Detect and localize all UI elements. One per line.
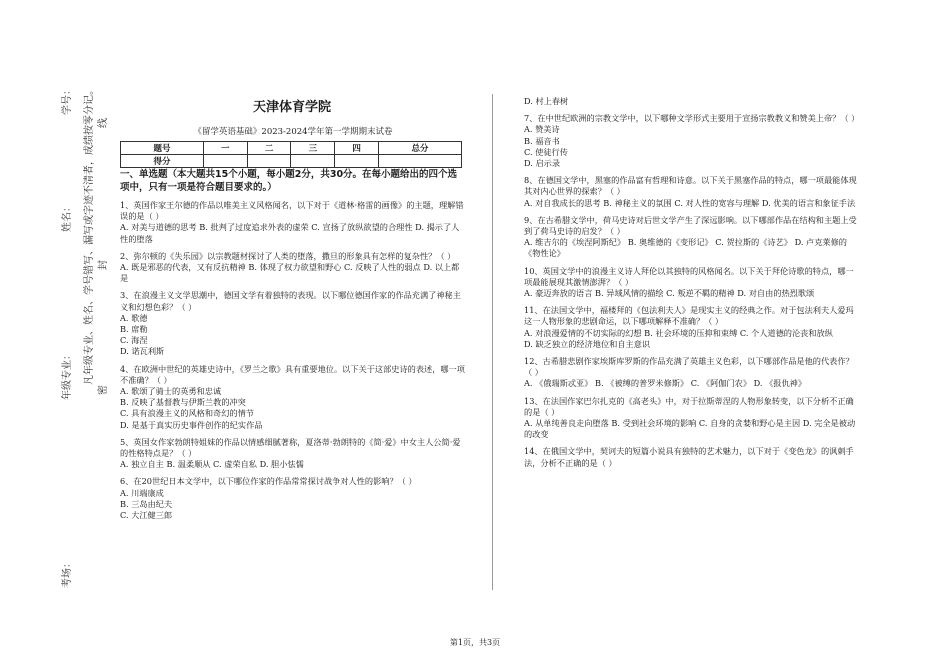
score-table-header-row: [121, 142, 462, 155]
question-option: A. 对自我成长的思考 B. 神秘主义的氛围 C. 对人性的宽容与理解 D. 优美的语言和象征手法: [524, 197, 856, 208]
question-block: [524, 215, 858, 260]
question-option: A. 歌颂了骑士的英勇和忠诚: [120, 386, 222, 397]
question-option: D. 是基于真实历史事件创作的纪实作品: [120, 419, 263, 430]
question-stem: 9、在古希腊文学中，荷马史诗对后世文学产生了深远影响。以下哪部作品在结构和主题上受到了荷马史诗的启发？（ ）: [524, 214, 857, 237]
question-block: [120, 290, 465, 357]
question-stem: 4、在欧洲中世纪的英雄史诗中，《罗兰之歌》具有重要地位。以下关于这部史诗的表述，哪一项不准确？（ ）: [120, 363, 465, 385]
question-option: B. 三岛由纪夫: [120, 498, 173, 509]
question-option: A. 独立自主 B. 温柔顺从 C. 虚荣自私 D. 胆小怯懦: [120, 459, 304, 470]
question-option: A. 对美与道德的思考 B. 批判了过度追求外表的虚荣 C. 宣扬了放纵欲望的合理性 D. 揭示了人性的堕落: [120, 222, 460, 244]
school-no-label: 学号：: [62, 85, 73, 115]
question-block: [120, 437, 465, 471]
question-stem: 8、在德国文学中，黑塞的作品富有哲理和诗意。以下关于黑塞作品的特点，哪一项最能体现其对内心世界的探索？（ ）: [524, 175, 857, 197]
question-stem: 5、英国女作家勃朗特姐妹的作品以情感细腻著称，夏洛蒂·勃朗特的《简·爱》中女主人公简·爱的性格特点是？（ ）: [120, 436, 461, 459]
seal-mark: 密: [98, 385, 109, 395]
score-cell: [291, 155, 335, 168]
score-cell: 二: [247, 142, 291, 155]
question-option: B. 福音书: [524, 135, 560, 146]
column-divider: [492, 94, 493, 590]
question-option: D. 启示录: [524, 158, 561, 169]
score-cell: 一: [203, 142, 247, 155]
score-cell: [335, 155, 379, 168]
question-block: [120, 364, 465, 431]
seal-fold-mark: 封: [98, 260, 109, 270]
score-cell: 三: [291, 142, 335, 155]
score-cell: 题号: [121, 142, 204, 155]
question-block: [524, 396, 858, 441]
question-stem: 11、在法国文学中，福楼拜的《包法利夫人》是现实主义的经典之作。对于包法利夫人爱玛这一人物形象的悲剧命运，以下哪项解释不准确？（ ）: [524, 305, 854, 327]
question-stem: 14、在俄国文学中，契诃夫的短篇小说具有独特的艺术魅力，以下对于《变色龙》的讽刺手法，分析不正确的是（ ）: [524, 446, 854, 468]
question-option: A. 从单纯善良走向堕落 B. 受到社会环境的影响 C. 自身的贪婪和野心是主因 D. 完全是被动的改变: [524, 418, 856, 440]
question-stem: 3、在浪漫主义文学思潮中，德国文学有着独特的表现。以下哪位德国作家的作品充满了神秘主义和幻想色彩？（ ）: [120, 290, 461, 312]
question-block: [524, 305, 858, 350]
question-block: [120, 476, 465, 521]
question-option: A. 赞美诗: [524, 124, 560, 135]
score-cell: [379, 155, 462, 168]
seal-line-mark: 线: [98, 118, 109, 128]
question-block: [524, 446, 858, 468]
left-column: [120, 168, 465, 521]
binding-warning: 凡年级专业、姓名、学号错写、漏写或字迹不清者，成绩按零分记。: [84, 85, 95, 385]
question-option: A. 歌德: [120, 312, 148, 323]
question-block: [524, 266, 858, 300]
question-option: C. 海涅: [120, 335, 148, 346]
question-option: C. 大江健三郎: [120, 510, 173, 521]
right-column: [524, 96, 858, 469]
question-stem: 13、在法国作家巴尔扎克的《高老头》中，对于拉斯蒂涅的人物形象转变，以下分析不正确的是（ ）: [524, 395, 854, 417]
question-option: A. 《俄瑞斯忒亚》 B. 《被缚的普罗米修斯》 C. 《阿伽门农》 D. 《报仇神》: [524, 378, 807, 389]
score-table-row: [121, 155, 462, 168]
section-heading: 一、单选题（本大题共15个小题，每小题2分，共30分。在每小题给出的四个选项中，只有一项是符合题目要求的。）: [120, 169, 458, 193]
question-option: A. 维吉尔的《埃涅阿斯纪》 B. 奥维德的《变形记》 C. 贺拉斯的《诗艺》 D. 卢克莱修的《物性论》: [524, 237, 847, 259]
question-option: A. 既是邪恶的代表，又有反抗精神 B. 体现了权力欲望和野心 C. 反映了人性的弱点 D. 以上都是: [120, 262, 460, 284]
question-stem: 10、英国文学中的浪漫主义诗人拜伦以其独特的风格闻名。以下关于拜伦诗歌的特点，哪一项最能展现其激情澎湃？（ ）: [524, 265, 854, 287]
question-stem: 12、古希腊悲剧作家埃斯库罗斯的作品充满了英雄主义色彩，以下哪部作品是他的代表作？（ ）: [524, 356, 854, 378]
question-block: [524, 356, 858, 390]
score-cell: 总分: [379, 142, 462, 155]
question-block: [524, 96, 858, 107]
question-option: A. 对浪漫爱情的不切实际的幻想 B. 社会环境的压抑和束缚 C. 个人道德的沦丧和放纵: [524, 327, 833, 338]
score-table: [120, 141, 462, 168]
exam-subtitle: 《留学英语基础》2023-2024学年第一学期期末试卷: [193, 127, 393, 137]
binding-margin: [0, 0, 110, 672]
question-option: A. 川端康成: [120, 487, 164, 498]
grade-major-label: 年级专业：: [62, 350, 73, 400]
question-option: B. 席勒: [120, 324, 148, 335]
question-block: [524, 113, 858, 169]
question-option: C. 使徒行传: [524, 146, 568, 157]
question-option: C. 具有浪漫主义的风格和奇幻的情节: [120, 408, 254, 419]
exam-site-label: 考场：: [62, 558, 73, 588]
question-option: D. 村上春树: [524, 96, 569, 106]
question-option: D. 诺瓦利斯: [120, 346, 165, 357]
question-stem: 2、弥尔顿的《失乐园》以宗教题材探讨了人类的堕落，撒旦的形象具有怎样的复杂性？（ ）: [120, 250, 456, 261]
question-stem: 1、英国作家王尔德的作品以唯美主义风格闻名，以下对于《道林·格雷的画像》的主题，理解错误的是（ ）: [120, 200, 464, 222]
page-footer: 第1页，共3页: [449, 638, 501, 647]
question-option: D. 缺乏独立的经济地位和自主意识: [524, 338, 651, 349]
question-stem: 7、在中世纪欧洲的宗教文学中，以下哪种文学形式主要用于宣扬宗教教义和赞美上帝？（ ）: [524, 113, 860, 124]
question-block: [524, 175, 858, 209]
question-block: [120, 200, 465, 245]
question-option: B. 反映了基督教与伊斯兰教的冲突: [120, 397, 246, 408]
page-title: 天津体育学院: [252, 100, 331, 115]
score-cell: 四: [335, 142, 379, 155]
question-block: [120, 251, 465, 285]
score-cell: [247, 155, 291, 168]
score-cell: [203, 155, 247, 168]
question-stem: 6、在20世纪日本文学中，以下哪位作家的作品常常探讨战争对人性的影响？（ ）: [120, 476, 417, 487]
name-label: 姓名：: [62, 202, 73, 232]
question-option: A. 豪迈奔放的语言 B. 异域风情的描绘 C. 叛逆不羁的精神 D. 对自由的热烈歌颂: [524, 288, 815, 299]
score-cell: 得分: [121, 155, 204, 168]
